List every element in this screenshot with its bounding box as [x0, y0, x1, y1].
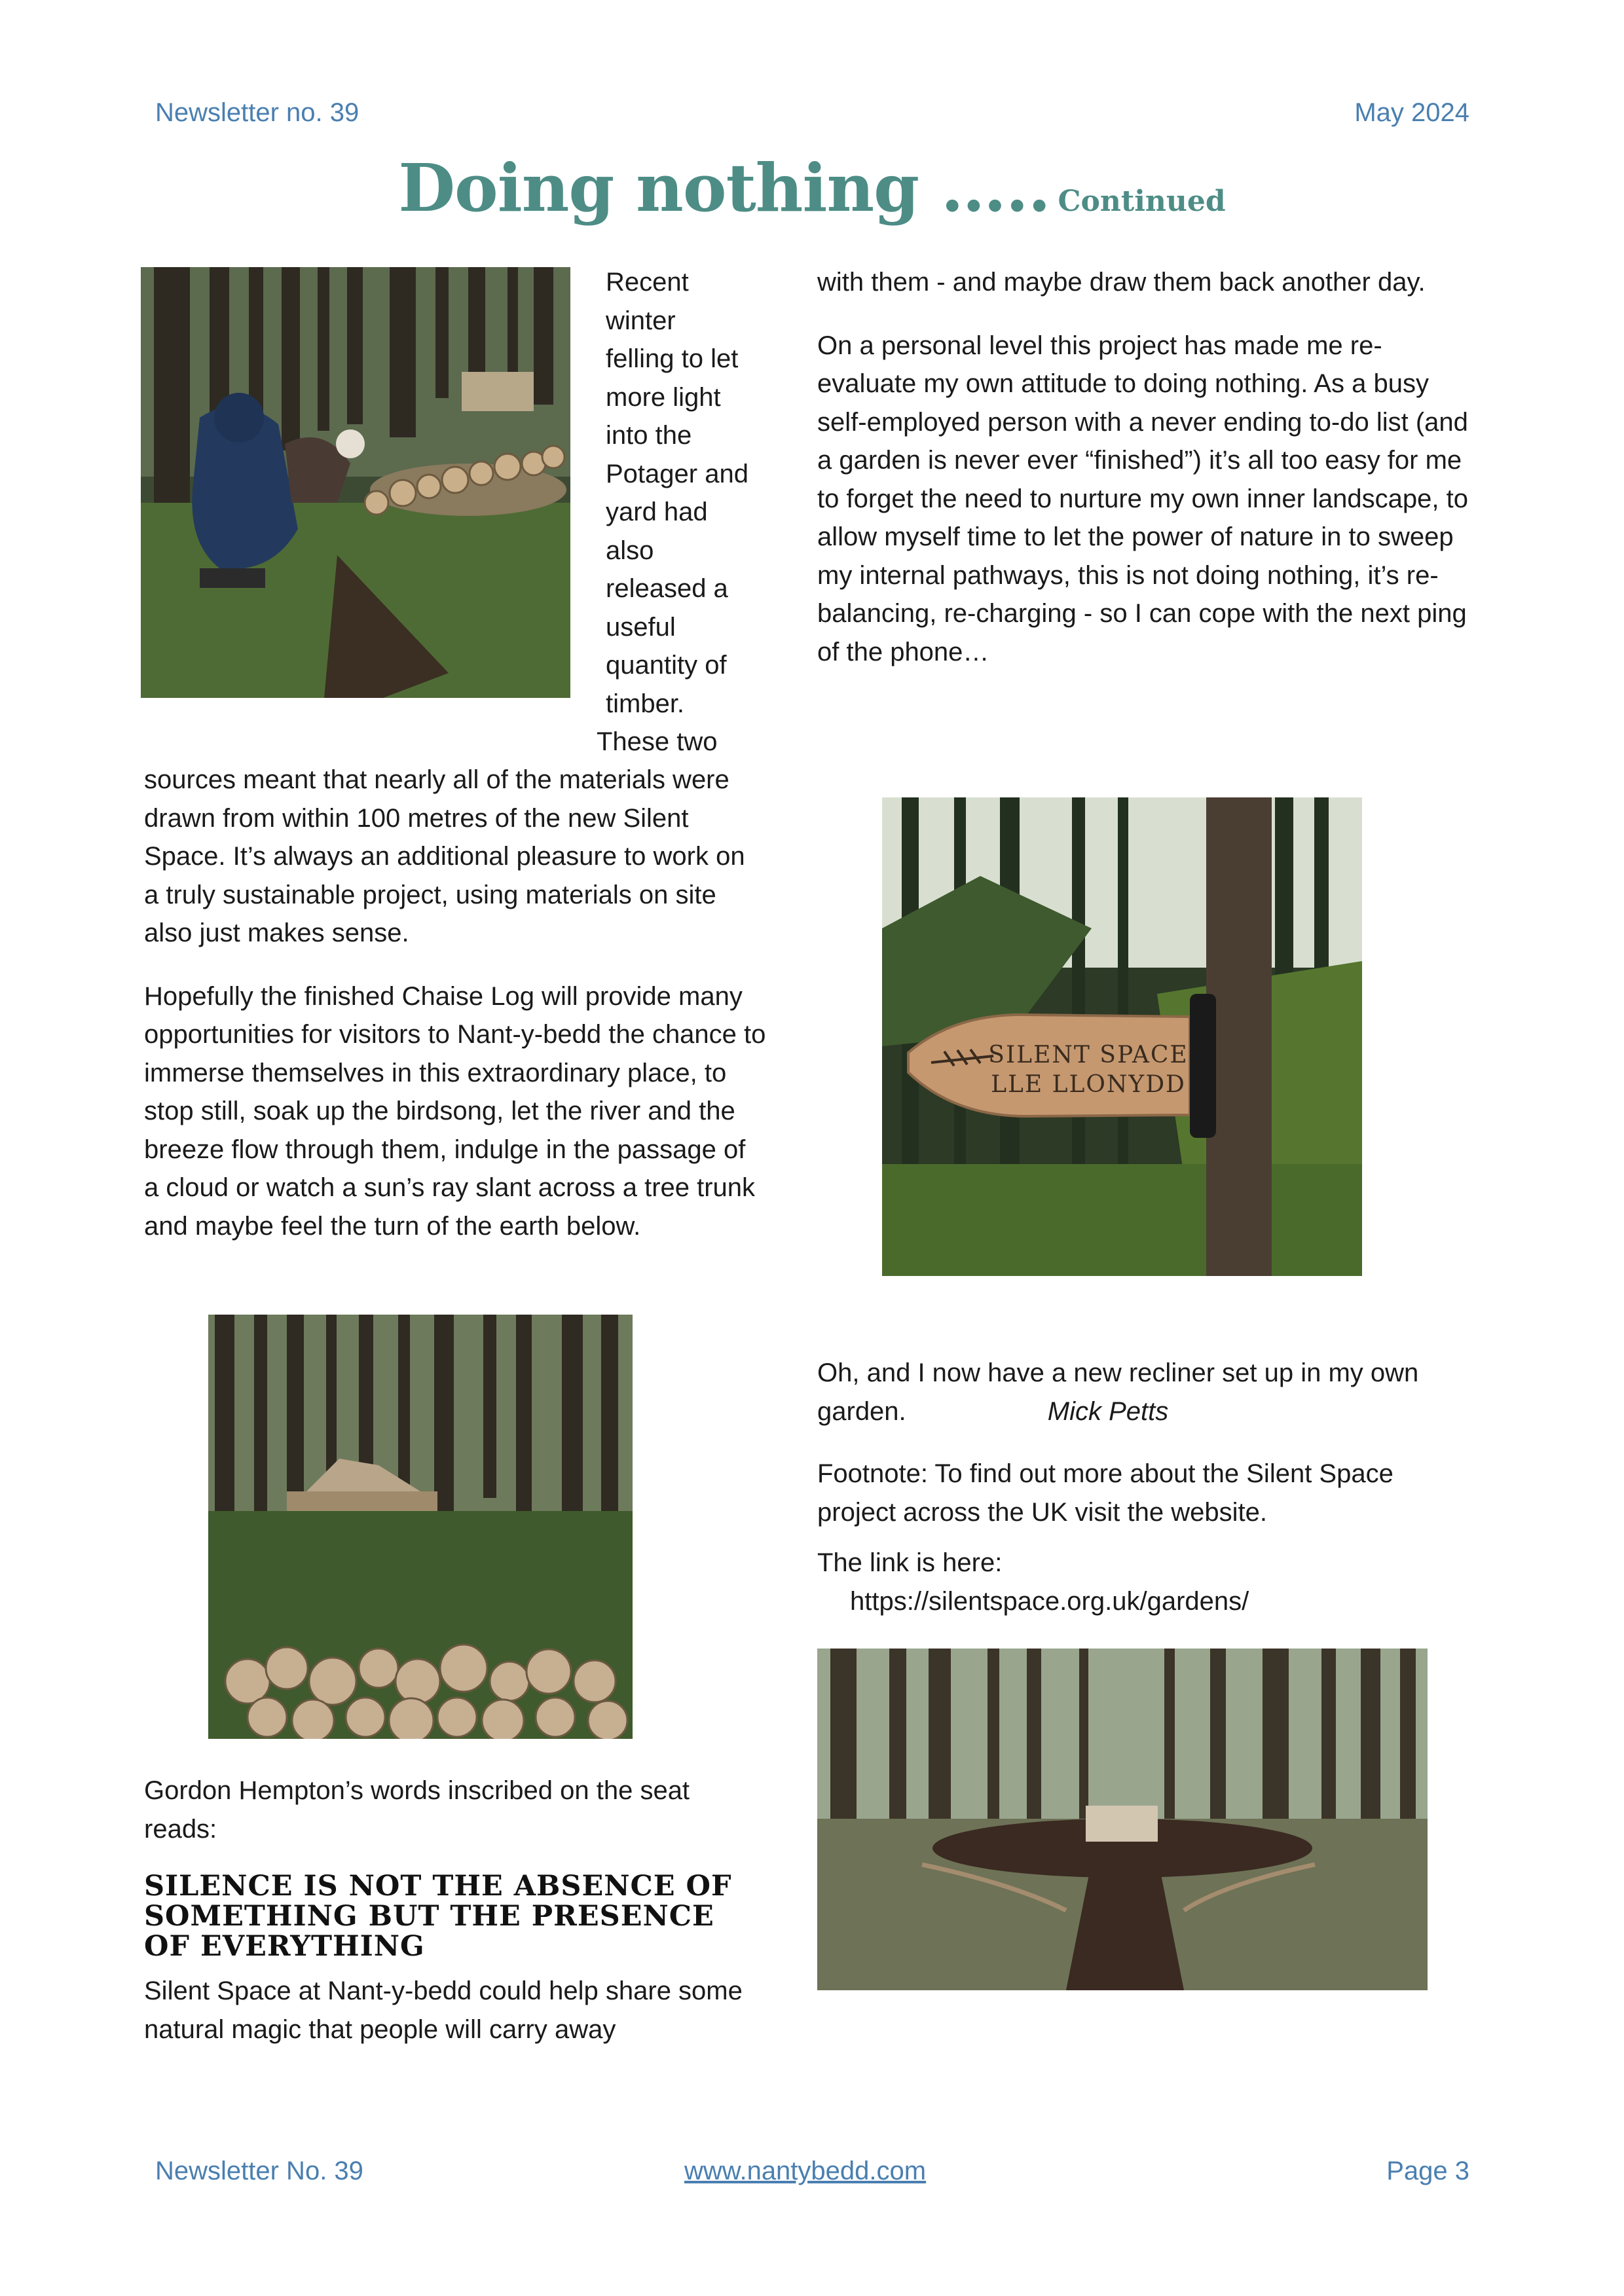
paragraph-footnote: Footnote: To find out more about the Silent Space project across the UK visit the website. [817, 1459, 1393, 1527]
photo-building-log-seat [141, 267, 570, 698]
left-column-body [144, 761, 766, 1245]
text-line: also [606, 536, 654, 565]
footer-website-link[interactable]: www.nantybedd.com [684, 2157, 927, 2185]
header-date: May 2024 [1354, 98, 1469, 127]
paragraph-personal-level: On a personal level this project has made me re-evaluate my own attitude to doing nothing. As a busy self-employed person with a never ending to-do list (and a garden is never ever “finished”) it’s all too easy for me to forget the need to nurture my own inner landscape, to allow myself time to let the power of nature in to sweep my internal pathways, this is not doing nothing, it’s re-balancing, re-charging - so I can cope with the next ping of the phone… [817, 331, 1468, 666]
author-name: Mick Petts [1047, 1396, 1169, 1426]
recliner-text: Oh, and I now have a new recliner set up in my own garden. [817, 1358, 1419, 1426]
text-line: useful [606, 612, 676, 642]
text-line: Potager and [606, 459, 748, 488]
sign-text-line-2: LLE LLONYDD [991, 1071, 1186, 1098]
text-line: winter [606, 306, 676, 335]
sign-text-line-1: SILENT SPACE [988, 1042, 1189, 1068]
text-line: yard had [606, 498, 708, 526]
silent-space-link[interactable]: https://silentspace.org.uk/gardens/ [850, 1586, 1249, 1616]
footer-newsletter-number: Newsletter No. 39 [155, 2157, 363, 2185]
paragraph-continuation: with them - and maybe draw them back another day. [817, 268, 1426, 297]
paragraph-link [817, 1544, 1407, 1620]
inscription-quote: SILENCE IS NOT THE ABSENCE OF SOMETHING BUT THE PRESENCE OF EVERYTHING [144, 1870, 732, 1963]
text-line: Recent [606, 268, 689, 297]
title-main: Doing nothing ….. [398, 149, 1050, 227]
wrapped-text-beside-photo [597, 263, 776, 761]
text-line: felling to let [606, 344, 739, 373]
link-label: The link is here: [817, 1548, 1003, 1577]
paragraph-recliner [817, 1354, 1479, 1430]
text-line: quantity of [606, 651, 727, 680]
text-line: more light [606, 382, 721, 412]
inscription-intro: Gordon Hempton’s words inscribed on the seat reads: [144, 1776, 690, 1844]
header-newsletter-number: Newsletter no. 39 [155, 98, 360, 127]
title-continued: Continued [1058, 185, 1226, 218]
photo-silent-space-sign [882, 797, 1362, 1276]
text-line: into the [606, 421, 692, 450]
text-line: timber. [606, 689, 685, 718]
paragraph-natural-magic: Silent Space at Nant-y-bedd could help share some natural magic that people will carry away [144, 1977, 743, 2044]
paragraph-materials: sources meant that nearly all of the materials were drawn from within 100 metres of the new Silent Space. It’s always an additional pleasure to work on a truly sustainable project, using materials on site also just makes sense. [144, 765, 745, 947]
text-line: These two [597, 727, 718, 756]
photo-log-pile-forest [208, 1315, 633, 1739]
text-line: released a [606, 574, 728, 603]
paragraph-chaise-log: Hopefully the finished Chaise Log will provide many opportunities for visitors to Nant-y-bedd the chance to immerse themselves in this extraordinary place, to stop still, soak up the birdsong, let the river and the breeze flow through them, indulge in the passage of a cloud or watch a sun’s ray slant across a tree trunk and maybe feel the turn of the earth below. [144, 981, 766, 1241]
footer-page-number: Page 3 [1386, 2157, 1469, 2185]
photo-path-to-seat [817, 1649, 1428, 1990]
article-title [0, 149, 1624, 227]
right-column-body [817, 263, 1479, 671]
